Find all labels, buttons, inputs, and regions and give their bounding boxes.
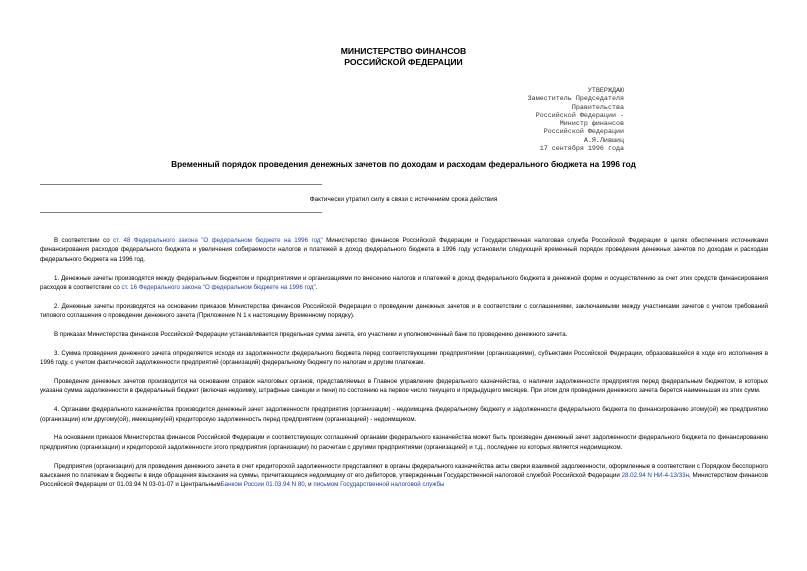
divider-bottom <box>40 212 322 213</box>
paragraph-preamble: В соответствии со ст. 48 Федерального закона "О федеральном бюджете на 1996 год" Министерство финансов Российской Федерации и Государственная налоговая служба Российской Федерации в целях обеспечения источниками финансирования расходов федерального бюджета и увеличения собираемости налогов и платежей в доход федерального бюджета в 1996 году установили следующий временный порядок проведения денежных зачетов по доходам и расходам федерального бюджета на 1996 год. <box>40 237 768 263</box>
approval-line: Правительства <box>571 103 624 112</box>
paragraph-3: 3. Сумма проведения денежного зачета определяется исходя из задолженности федерального бюджета перед соответствующими предприятиями (организациями), субъектами Российской Федерации, образовавшейся в ходе его исполнения в 1996 году, с учетом фактической задолженности предприятий (организаций) федеральному бюджету по налогам и другим платежам. <box>40 349 768 367</box>
paragraph-4-acts: Предприятия (организации) для проведения денежного зачета в счет кредиторской задолженности представляют в органы федерального казначейства акты сверки взаимной задолженности, оформленные в соответствии с Порядком бесспорного взыскания по платежам в бюджеты в виде обращения взыскания на суммы, причитающиеся недоимщику от его дебиторов, утвержденным Государственной налоговой службой Российской Федерации 28.02.94 N НИ-4-13/33н, Министерством финансов Российской Федерации от 01.03.94 N 03-01-07 и ЦентральнымБанком России 01.03.94 N 80, и письмом Государственной налоговой службы <box>40 462 769 489</box>
paragraph-2: 2. Денежные зачеты производятся на основании приказов Министерства финансов Российской Федерации о проведении денежных зачетов и в соответствии с соглашениями, заключаемыми между участниками зачетов с учетом требований типового соглашения о проведении денежного зачета (Приложение N 1 к настоящему Временному порядку). <box>40 302 768 320</box>
ministry-header <box>0 46 807 67</box>
approval-line: 17 сентября 1996 года <box>539 145 624 154</box>
document-title: Временный порядок проведения денежных зачетов по доходам и расходам федерального бюджета на 1996 год <box>171 159 636 169</box>
approval-line: Заместитель Председателя <box>527 95 624 104</box>
paragraph-4: 4. Органами федерального казначейства производится денежный зачет задолженности предприятия (организации) - недоимщика федеральному бюджету и задолженности федерального бюджета по финансированию этому(ой) же предприятию (организации) или другому(ой), имеющему(ей) кредиторскую задолженность перед предприятием (организацией) - недоимщиком. <box>40 406 768 423</box>
gns-order-link[interactable]: 28.02.94 N НИ-4-13/33н <box>621 472 690 480</box>
divider-top <box>40 184 322 185</box>
paragraph-2-note: В приказах Министерства финансов Российской Федерации устанавливается предельная сумма зачета, его участники и уполномоченный банк по проведению денежного зачета. <box>54 331 568 339</box>
ministry-name-line1: МИНИСТЕРСТВО ФИНАНСОВ <box>340 46 467 56</box>
gns-letter-link[interactable]: письмом Государственной налоговой службы <box>313 481 445 489</box>
approval-line: Российской Федерации <box>543 128 624 137</box>
approval-line: УТВЕРЖДАЮ <box>587 87 624 95</box>
validity-status: Фактически утратил силу в связи с истечением срока действия <box>309 196 498 203</box>
approval-line: Российской Федерации - <box>535 111 624 120</box>
law-article-48-link[interactable]: ст. 48 Федерального закона "О федеральном бюджете на 1996 год" <box>113 237 323 244</box>
paragraph-1: 1. Денежные зачеты производятся между федеральным бюджетом и предприятиями и организациями по внесению налогов и платежей в доход федерального бюджета в денежной форме и осуществлению за счет этих средств финансирования расходов в соответствии со ст. 16 Федерального закона "О федеральном бюджете на 1996 год". <box>40 274 768 292</box>
ministry-name-line2: РОССИЙСКОЙ ФЕДЕРАЦИИ <box>344 56 463 67</box>
law-article-16-link[interactable]: ст. 16 Федерального закона "О федеральном бюджете на 1996 год" <box>121 284 316 292</box>
central-bank-order-link[interactable]: Банком России 01.03.94 N 80 <box>220 481 305 489</box>
approval-line: Министр финансов <box>559 120 624 129</box>
document-body <box>40 236 768 490</box>
paragraph-3-note: Проведение денежных зачетов производится на основании справок налоговых органов, представляемых в Главное управление федерального казначейства, о наличии задолженности предприятия перед федеральным бюджетом, в которых указана сумма задолженности в федеральный бюджет (включая недоимку, штрафные санкции и пени) по состоянию на первое число текущего и предыдущего месяцев. При этом для проведения денежного зачета берется наименьшая из этих сумм. <box>40 378 768 395</box>
approval-block <box>480 87 624 153</box>
approval-line: А.Я.Лившиц <box>583 136 624 145</box>
paragraph-4-note: На основании приказов Министерства финансов Российской Федерации и соответствующих соглашений органами федерального казначейства может быть произведен денежный зачет задолженности федерального бюджета по финансированию предприятию (организации) и кредиторской задолженности этого предприятия (организации) по расчетам с другими предприятиями (организацией) и т.д., последнее из которых является недоимщиком. <box>40 434 768 451</box>
